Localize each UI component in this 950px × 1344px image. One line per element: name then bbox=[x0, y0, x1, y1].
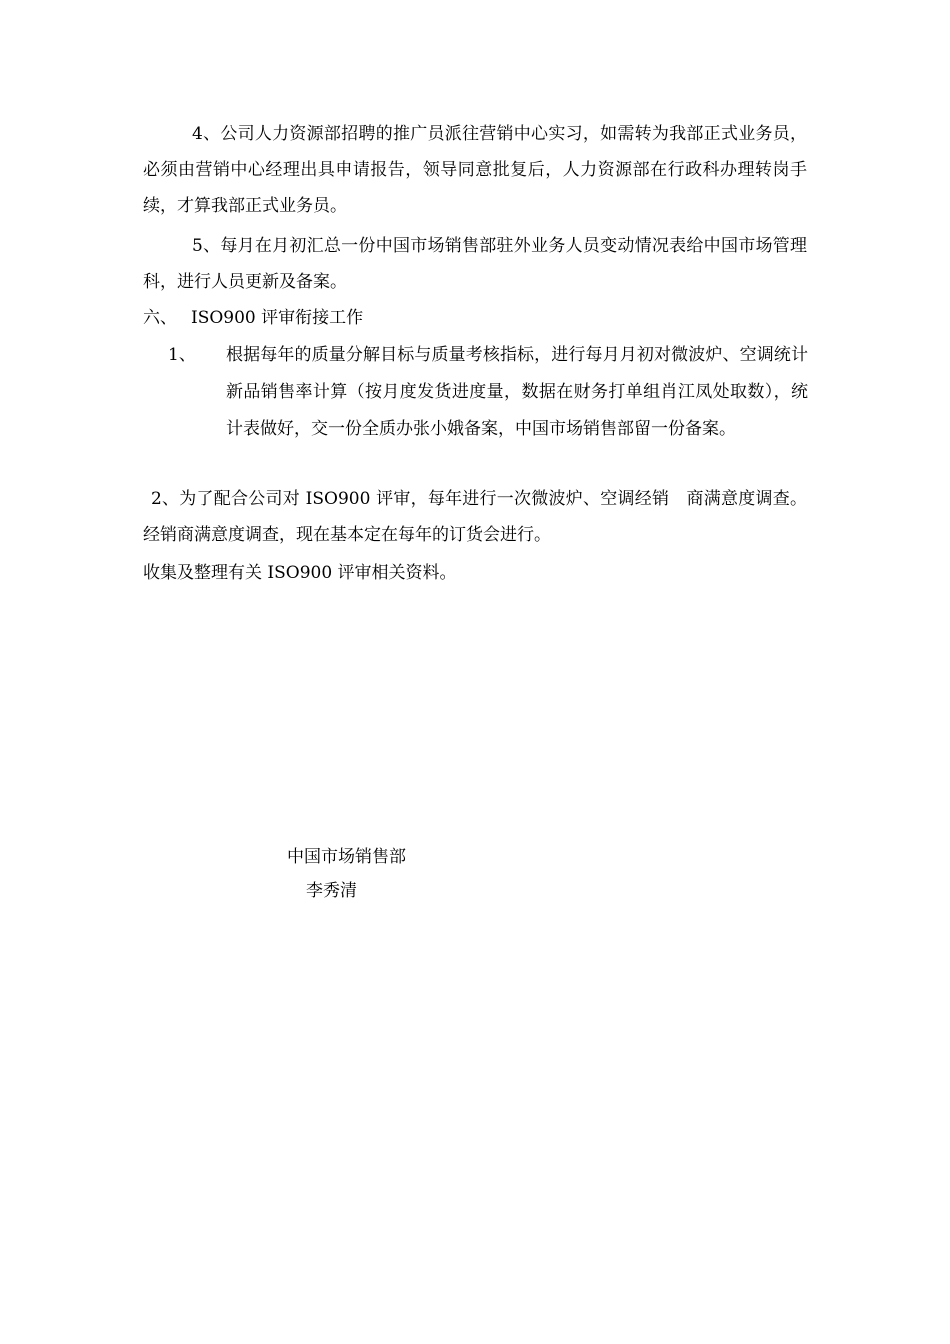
list-item-text: 根据每年的质量分解目标与质量考核指标，进行每月月初对微波炉、空调统计新品销售率计算（按月度发货进度量，数据在财务打单组肖江凤处取数），统计表做好，交一份全质办张小娥备案，中国市场销售部留一份备案。 bbox=[226, 345, 808, 439]
paragraph-item-5: 5、每月在月初汇总一份中国市场销售部驻外业务人员变动情况表给中国市场管理科，进行人员更新及备案。 bbox=[143, 236, 807, 292]
collect-materials-line: 收集及整理有关 ISO900 评审相关资料。 bbox=[143, 563, 457, 583]
signature-name: 李秀清 bbox=[306, 881, 357, 901]
paragraph-item-4: 4、公司人力资源部招聘的推广员派往营销中心实习，如需转为我部正式业务员，必须由营销中心经理出具申请报告，领导同意批复后，人力资源部在行政科办理转岗手续，才算我部正式业务员。 bbox=[143, 124, 807, 216]
signature-department: 中国市场销售部 bbox=[287, 847, 406, 867]
section-title: ISO900 评审衔接工作 bbox=[191, 308, 364, 328]
section-heading-six bbox=[143, 300, 363, 336]
list-item-number: 1、 bbox=[168, 345, 196, 365]
paragraph-item-2: 2、为了配合公司对 ISO900 评审，每年进行一次微波炉、空调经销 商满意度调查。经销商满意度调查，现在基本定在每年的订货会进行。 bbox=[143, 489, 807, 545]
section-number: 六、 bbox=[143, 308, 177, 328]
